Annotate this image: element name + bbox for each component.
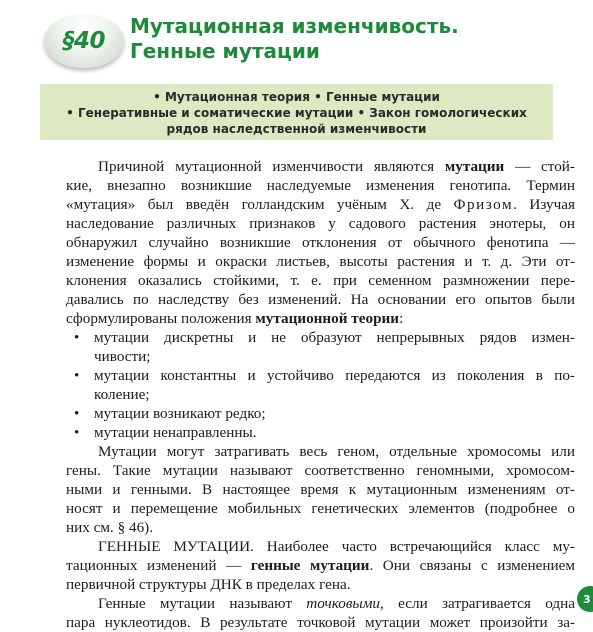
paragraph-line: Генные мутации называют точковыми, если затрагивается одна <box>98 595 575 612</box>
paragraph-line: тационных изменений — генные мутации. Они связаны с изменением <box>66 557 575 574</box>
term-point-mutations: точковыми <box>306 595 380 612</box>
paragraph-line: изменение формы и окраски листьев, высоты растения и т. д. Эти от- <box>66 253 575 270</box>
keywords-box <box>40 84 553 140</box>
paragraph-line: наследование различных признаков у садового растения энотеры, он <box>66 215 575 232</box>
paragraph-line: обнаружил случайно возникшие отклонения от обычного фенотипа — <box>66 234 575 251</box>
list-item-cont: чивости; <box>94 348 151 365</box>
subheading-gene-mutations: ГЕННЫЕ МУТАЦИИ. <box>98 538 254 555</box>
list-item: • мутации возникают редко; <box>74 405 266 422</box>
list-item: • мутации константны и устойчиво передаются из поколения в по- <box>74 367 575 384</box>
list-item: • мутации ненаправленны. <box>74 424 257 441</box>
paragraph-line: Мутации могут затрагивать весь геном, отдельные хромосомы или <box>98 443 575 460</box>
section-title <box>130 14 570 64</box>
paragraph-line: клонения оказались стойкими, т. е. при семенном размножении пере- <box>66 272 575 289</box>
term-gene-mutations: генные мутации <box>250 557 370 574</box>
title-line-2: Генные мутации <box>130 39 320 63</box>
bullet-icon: • <box>74 329 80 346</box>
paragraph-line: давались по наследству без изменений. На основании его опытов были <box>66 291 575 308</box>
paragraph-line: гены. Такие мутации называют соответственно геномными, хромосом- <box>66 462 575 479</box>
bullet-icon: • <box>74 405 80 422</box>
paragraph-line: носят и перемещение мобильных генетических элементов (подробнее о <box>66 500 575 517</box>
section-number: §40 <box>62 28 105 54</box>
bullet-icon: • <box>74 424 80 441</box>
paragraph-line: кие, внезапно возникшие наследуемые изменения генотипа. Термин <box>66 177 575 194</box>
list-item-cont: коление; <box>94 386 150 403</box>
keywords-line-2: • Генеративные и соматические мутации • Закон гомологических <box>66 106 527 120</box>
paragraph-line: первичной структуры ДНК в пределах гена. <box>66 576 351 593</box>
paragraph-line: Причиной мутационной изменчивости являются мутации — стой- <box>98 158 575 175</box>
paragraph-line: ГЕННЫЕ МУТАЦИИ. Наиболее часто встречающийся класс му- <box>98 538 575 555</box>
title-line-1: Мутационная изменчивость. <box>130 14 459 38</box>
term-mutation-theory: мутационной теории <box>255 310 400 327</box>
list-item: • мутации дискретны и не образуют непрерывных рядов измен- <box>74 329 575 346</box>
paragraph-line: «мутация» был введён голландским учёным Х. де Фризом. Изучая <box>66 196 575 213</box>
paragraph-line: ными и генными. В настоящее время к мутационным изменениям от- <box>66 481 575 498</box>
section-number-badge <box>44 14 124 68</box>
page-number: 3 <box>577 586 593 612</box>
body-text <box>66 157 575 632</box>
paragraph-line: пара нуклеотидов. В результате точковой мутации может произойти за- <box>66 614 575 631</box>
surname-de-vries: Фризом <box>453 196 514 213</box>
keywords-line-3: рядов наследственной изменчивости <box>166 122 427 136</box>
keywords-line-1: • Мутационная теория • Генные мутации <box>153 90 440 104</box>
paragraph-line: сформулированы положения мутационной теории: <box>66 310 404 327</box>
term-mutations: мутации <box>444 158 505 175</box>
paragraph-line: них см. § 46). <box>66 519 154 536</box>
bullet-icon: • <box>74 367 80 384</box>
